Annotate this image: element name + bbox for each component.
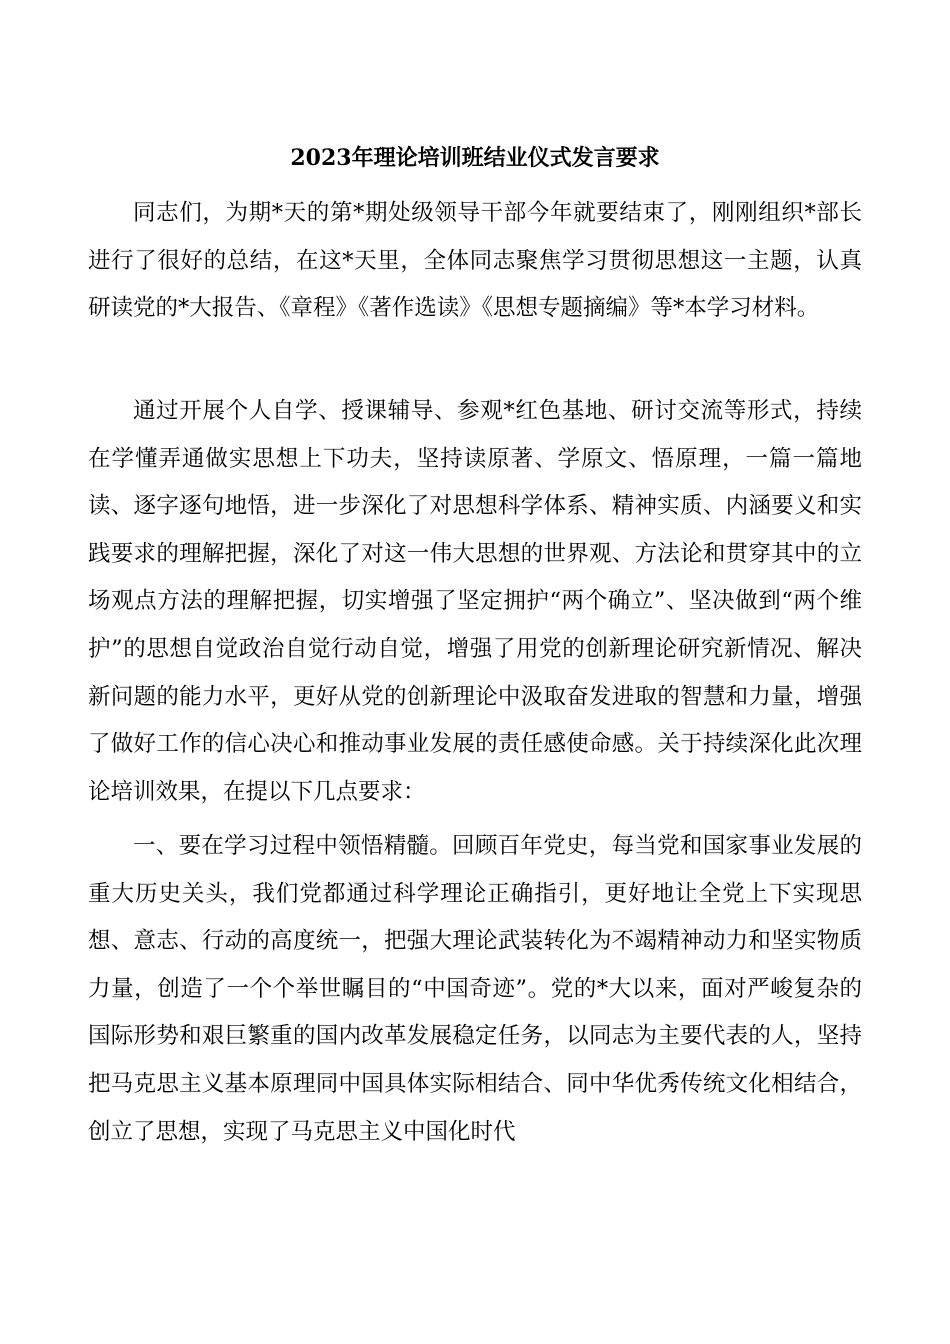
paragraph-requirement-one: 一、要在学习过程中领悟精髓。回顾百年党史，每当党和国家事业发展的重大历史关头，我们党都通过科学理论正确指引，更好地让全党上下实现思想、意志、行动的高度统一，把强大理论武装转化为不竭精神动力和坚实物质力量，创造了一个个举世瞩目的“中国奇迹”。党的*大以来，面对严峻复杂的国际形势和艰巨繁重的国内改革发展稳定任务，以同志为主要代表的人，坚持把马克思主义基本原理同中国具体实际相结合、同中华优秀传统文化相结合，创立了思想，实现了马克思主义中国化时代 [88, 833, 862, 1145]
paragraph-study-methods: 通过开展个人自学、授课辅导、参观*红色基地、研讨交流等形式，持续在学懂弄通做实思想上下功夫，坚持读原著、学原文、悟原理，一篇一篇地读、逐字逐句地悟，进一步深化了对思想科学体系、精神实质、内涵要义和实践要求的理解把握，深化了对这一伟大思想的世界观、方法论和贯穿其中的立场观点方法的理解把握，切实增强了坚定拥护“两个确立”、坚决做到“两个维护”的思想自觉政治自觉行动自觉，增强了用党的创新理论研究新情况、解决新问题的能力水平，更好从党的创新理论中汲取奋发进取的智慧和力量，增强了做好工作的信心决心和推动事业发展的责任感使命感。关于持续深化此次理论培训效果，在提以下几点要求： [88, 398, 862, 805]
document-title: 2023年理论培训班结业仪式发言要求 [290, 145, 660, 171]
paragraph-opening: 同志们，为期*天的第*期处级领导干部今年就要结束了，刚刚组织*部长进行了很好的总结，在这*天里，全体同志聚焦学习贯彻思想这一主题，认真研读党的*大报告、《章程》《著作选读》《思想专题摘编》等*本学习材料。 [88, 200, 862, 322]
